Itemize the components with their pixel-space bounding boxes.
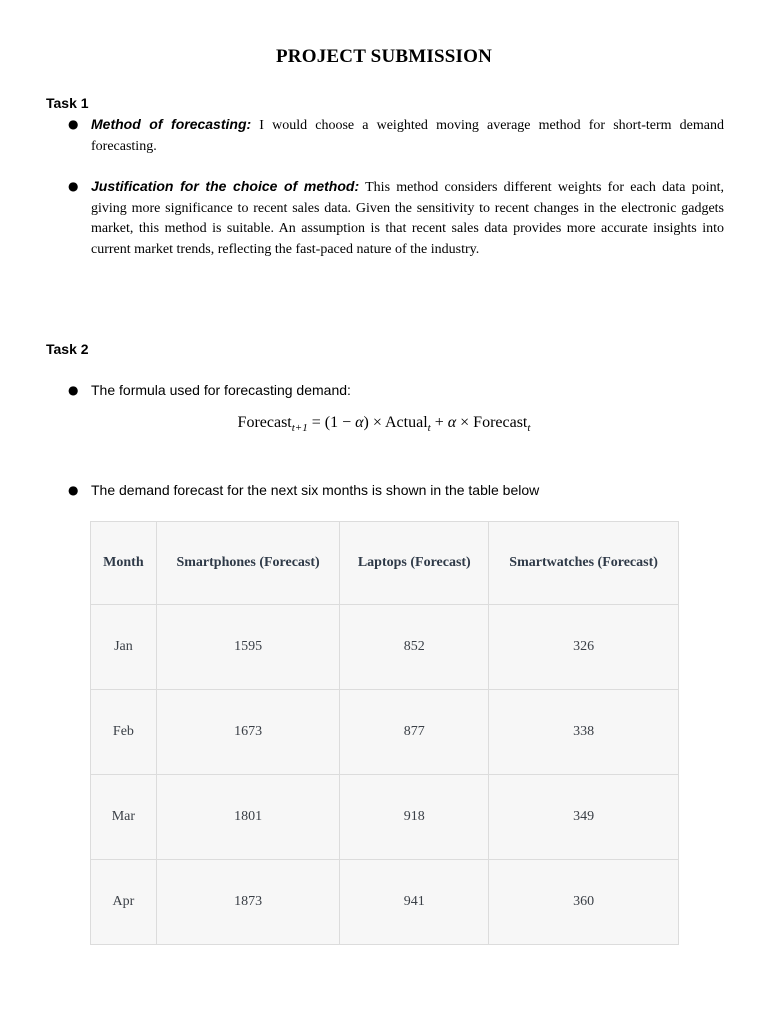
- table-header-row: [91, 522, 679, 605]
- table-cell: 941: [340, 860, 489, 945]
- column-header: Month: [91, 522, 157, 605]
- table-cell: 1801: [156, 775, 340, 860]
- task2-heading: Task 2: [46, 341, 89, 357]
- justification-lead: Justification for the choice of method:: [91, 178, 360, 194]
- page-title: PROJECT SUBMISSION: [276, 46, 492, 67]
- table-cell: 852: [340, 605, 489, 690]
- bullet-dot: ●: [68, 383, 79, 397]
- table-cell: 326: [489, 605, 679, 690]
- bullet-dot: ●: [68, 179, 79, 193]
- table-cell: 360: [489, 860, 679, 945]
- table-cell: 338: [489, 690, 679, 775]
- table-cell: 918: [340, 775, 489, 860]
- forecast-table: [90, 521, 679, 945]
- task1-heading: Task 1: [46, 95, 89, 111]
- task1-bullet-justification: [68, 176, 724, 260]
- method-lead: Method of forecasting:: [91, 116, 252, 132]
- table-row: [91, 860, 679, 945]
- table-row: [91, 605, 679, 690]
- table-cell: 349: [489, 775, 679, 860]
- forecast-formula: Forecast$_{t+1}$ = (1 − α) × Actual$_t$ + α × Forecast$_t$: [237, 414, 531, 435]
- table-cell: Apr: [91, 860, 157, 945]
- table-cell: 877: [340, 690, 489, 775]
- justification-text: This method considers different weights for each data point, giving more significance to recent sales data. Given the sensitivity to recent changes in the electronic gadgets market, this method is suitable. An assumption is that recent sales data provides more accurate insights into current market trends, reflecting the fast-paced nature of the industry.: [91, 180, 724, 257]
- table-cell: Feb: [91, 690, 157, 775]
- table-intro: The demand forecast for the next six months is shown in the table below: [91, 482, 540, 498]
- table-row: [91, 775, 679, 860]
- task2-bullet-formula: [68, 380, 724, 401]
- column-header: Smartwatches (Forecast): [489, 522, 679, 605]
- bullet-dot: ●: [68, 483, 79, 497]
- column-header: Smartphones (Forecast): [156, 522, 340, 605]
- bullet-dot: ●: [68, 117, 79, 131]
- table-cell: 1595: [156, 605, 340, 690]
- task1-bullet-method: [68, 114, 724, 157]
- column-header: Laptops (Forecast): [340, 522, 489, 605]
- table-row: [91, 690, 679, 775]
- method-text: I would choose a weighted moving average method for short-term demand forecasting.: [91, 118, 724, 154]
- task2-bullet-table: [68, 480, 724, 501]
- table-cell: Mar: [91, 775, 157, 860]
- formula-intro: The formula used for forecasting demand:: [91, 382, 351, 398]
- table-cell: 1873: [156, 860, 340, 945]
- table-cell: 1673: [156, 690, 340, 775]
- table-cell: Jan: [91, 605, 157, 690]
